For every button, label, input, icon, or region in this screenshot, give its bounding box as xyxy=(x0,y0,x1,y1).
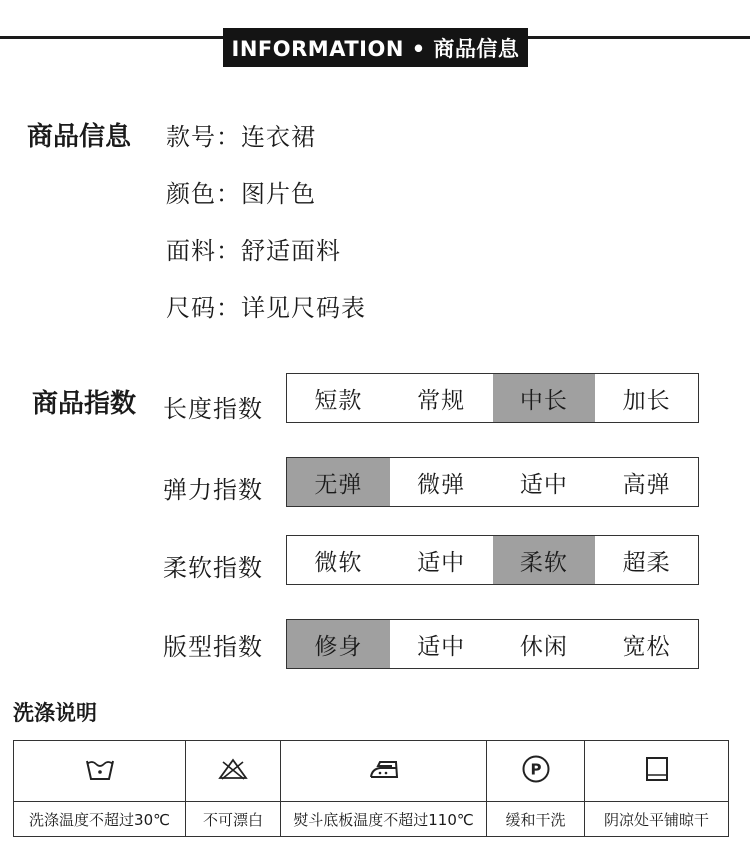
care-cell-dryclean xyxy=(487,741,585,836)
spec-size: 尺码：详见尺码表 xyxy=(166,294,366,322)
fit-index-label: 版型指数 xyxy=(163,633,263,661)
stretch-option-moderate: 适中 xyxy=(519,471,568,498)
fit-option-regular: 适中 xyxy=(417,633,466,660)
care-dryclean-text: 缓和干洗 xyxy=(505,810,566,829)
no-bleach-icon xyxy=(217,757,249,785)
length-index-label: 长度指数 xyxy=(163,395,263,423)
spec-fabric: 面料：舒适面料 xyxy=(166,237,341,265)
stretch-option-high: 高弹 xyxy=(622,471,671,498)
stretch-index-label: 弹力指数 xyxy=(163,476,263,504)
stretch-option-slight: 微弹 xyxy=(417,471,466,498)
care-cell-bleach xyxy=(186,741,281,836)
softness-index-label: 柔软指数 xyxy=(163,554,263,582)
fit-option-slim: 修身 xyxy=(287,620,390,668)
length-option-mid-long: 中长 xyxy=(493,374,596,422)
softness-option-moderate: 适中 xyxy=(417,549,466,576)
product-info-label: 商品信息 xyxy=(27,122,132,152)
care-wash-text: 洗涤温度不超过30℃ xyxy=(29,810,170,829)
wash-30-icon xyxy=(85,757,115,785)
iron-icon xyxy=(368,757,400,785)
fit-option-casual: 休闲 xyxy=(519,633,568,660)
softness-option-slight: 微软 xyxy=(314,549,363,576)
care-cell-wash xyxy=(14,741,186,836)
spec-color: 颜色：图片色 xyxy=(166,180,316,208)
length-option-short: 短款 xyxy=(314,387,363,414)
fit-option-loose: 宽松 xyxy=(622,633,671,660)
care-cell-dry xyxy=(585,741,728,836)
length-option-long: 加长 xyxy=(622,387,671,414)
svg-text:P: P xyxy=(530,760,541,779)
length-option-regular: 常规 xyxy=(417,387,466,414)
care-table xyxy=(13,740,729,837)
spec-style: 款号：连衣裙 xyxy=(166,123,316,151)
care-cell-iron xyxy=(281,741,487,836)
stretch-option-none: 无弹 xyxy=(287,458,390,506)
section-banner: INFORMATION • 商品信息 xyxy=(223,28,528,67)
softness-option-super-soft: 超柔 xyxy=(622,549,671,576)
fit-index-scale xyxy=(286,619,699,669)
care-iron-text: 熨斗底板温度不超过110℃ xyxy=(293,810,474,829)
stretch-index-scale xyxy=(286,457,699,507)
care-bleach-text: 不可漂白 xyxy=(202,810,263,829)
softness-option-soft: 柔软 xyxy=(493,536,596,584)
care-dry-text: 阴凉处平铺晾干 xyxy=(603,810,709,829)
length-index-scale xyxy=(286,373,699,423)
softness-index-scale xyxy=(286,535,699,585)
indices-label: 商品指数 xyxy=(32,389,137,419)
dry-clean-p-icon xyxy=(521,754,551,788)
flat-dry-shade-icon xyxy=(644,755,670,787)
wash-instructions-title: 洗涤说明 xyxy=(13,701,97,725)
